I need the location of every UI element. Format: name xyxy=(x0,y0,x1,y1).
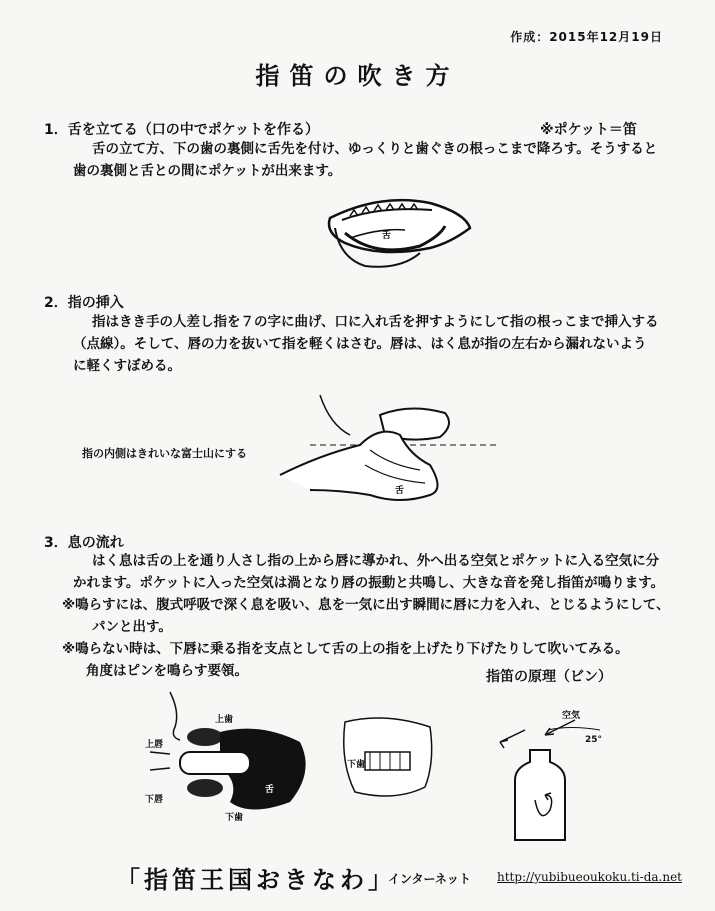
section-3-line-6: 角度はピンを鳴らす要領。 xyxy=(86,663,248,679)
section-1-heading: 1．舌を立てる（口の中でポケットを作る） xyxy=(44,122,320,138)
section-2-line-3: に軽くすぼめる。 xyxy=(73,358,181,374)
bottle-principle-illustration xyxy=(490,700,620,850)
section-3-line-4: パンと出す。 xyxy=(92,619,172,635)
section-1-line-1: 舌の立て方、下の歯の裏側に舌先を付け、ゆっくりと歯ぐきの根っこまで降ろす。そうすると xyxy=(92,141,658,157)
section-2-line-2: （点線）。そして、唇の力を抜いて指を軽くはさむ。唇は、はく息が指の左右から漏れないよう xyxy=(73,336,647,352)
section-3-line-2: かれます。ポケットに入った空気は渦となり唇の振動と共鳴し、大きな音を発し指笛が鳴ります。 xyxy=(73,575,665,591)
creation-date: 作成：2015年12月19日 xyxy=(510,30,663,44)
mouth-cross-section-illustration xyxy=(130,692,330,832)
pocket-note: ※ポケット＝笛 xyxy=(540,122,637,138)
teeth-closeup-illustration xyxy=(335,712,445,812)
page-title: 指笛の吹き方 xyxy=(255,62,460,90)
section-3-line-3: ※鳴らすには、腹式呼吸で深く息を吸い、息を一気に出す瞬間に唇に力を入れ、とじるようにして、 xyxy=(62,597,670,613)
fuji-caption: 指の内側はきれいな富士山にする xyxy=(82,447,247,460)
tongue-label-2: 舌 xyxy=(395,486,405,496)
footer-url-link[interactable]: http://yubibueoukoku.ti-da.net xyxy=(497,870,683,884)
footer-brand: 「指笛王国おきなわ」 xyxy=(116,866,396,894)
principle-title: 指笛の原理（ビン） xyxy=(486,669,612,685)
lower-teeth-label-2: 下歯 xyxy=(347,760,366,770)
tongue-label-1: 舌 xyxy=(382,231,392,241)
finger-insertion-illustration xyxy=(280,395,510,515)
section-2-heading: 2．指の挿入 xyxy=(44,295,124,311)
section-3-heading: 3．息の流れ xyxy=(44,535,124,551)
tongue-label-3: 舌 xyxy=(265,785,275,795)
lower-lip-label: 下唇 xyxy=(145,795,164,805)
upper-teeth-label: 上歯 xyxy=(215,715,234,725)
section-3-line-5: ※鳴らない時は、下唇に乗る指を支点として舌の上の指を上げたり下げたりして吹いてみる。 xyxy=(62,641,629,657)
section-2-line-1: 指はきき手の人差し指を７の字に曲げ、口に入れ舌を押すようにして指の根っこまで挿入する xyxy=(92,314,659,330)
section-1-line-2: 歯の裏側と舌との間にポケットが出来ます。 xyxy=(73,163,342,179)
upper-lip-label: 上唇 xyxy=(145,740,164,750)
footer-internet-label: インターネット xyxy=(388,872,471,886)
angle-label: 25° xyxy=(585,735,603,745)
mouth-tongue-illustration xyxy=(320,188,480,278)
air-label: 空気 xyxy=(562,711,581,721)
lower-teeth-label: 下歯 xyxy=(225,813,244,823)
section-3-line-1: はく息は舌の上を通り人さし指の上から唇に導かれ、外へ出る空気とポケットに入る空気に分 xyxy=(92,553,660,569)
